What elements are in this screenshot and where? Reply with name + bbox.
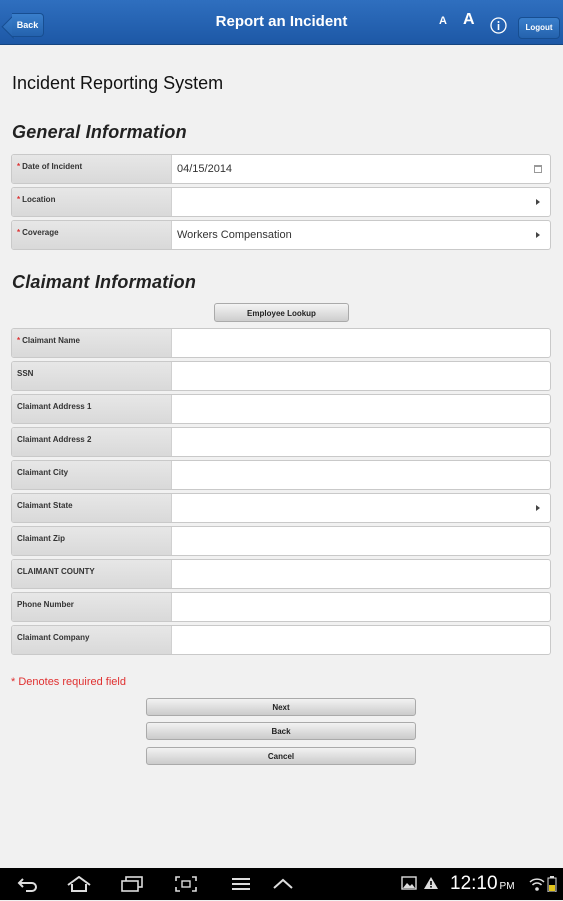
claimant-county-field[interactable] xyxy=(11,559,551,589)
required-marker: * xyxy=(17,336,21,345)
date-of-incident-value[interactable]: 04/15/2014 xyxy=(177,163,233,175)
required-marker: * xyxy=(17,228,21,237)
field-label xyxy=(12,188,172,216)
required-marker: * xyxy=(17,195,21,204)
cancel-button[interactable]: Cancel xyxy=(146,747,416,765)
location-field[interactable] xyxy=(11,187,551,217)
required-field-note: * Denotes required field xyxy=(11,676,126,688)
up-icon[interactable] xyxy=(272,876,294,892)
menu-icon[interactable] xyxy=(231,876,251,892)
field-label xyxy=(12,221,172,249)
claimant-address-2-field[interactable] xyxy=(11,427,551,457)
field-label xyxy=(12,155,172,183)
back-button[interactable] xyxy=(5,13,43,37)
claimant-zip-field[interactable] xyxy=(11,526,551,556)
coverage-value[interactable]: Workers Compensation xyxy=(177,229,292,241)
field-label: Claimant Address 1 xyxy=(12,395,172,423)
field-label-text: Location xyxy=(22,195,56,204)
field-label: Claimant Address 2 xyxy=(12,428,172,456)
field-label: Phone Number xyxy=(12,593,172,621)
info-icon[interactable] xyxy=(490,17,507,34)
ssn-field[interactable] xyxy=(11,361,551,391)
next-button[interactable]: Next xyxy=(146,698,416,716)
chevron-right-icon xyxy=(536,199,540,205)
phone-number-field[interactable] xyxy=(11,592,551,622)
top-app-bar xyxy=(0,0,563,45)
field-label: Claimant State xyxy=(12,494,172,522)
decrease-font-button[interactable]: A xyxy=(439,15,447,27)
field-label: Claimant Company xyxy=(12,626,172,654)
field-label-text: Date of Incident xyxy=(22,162,83,171)
field-label-text: Claimant Name xyxy=(22,336,80,345)
warning-icon xyxy=(423,876,439,890)
coverage-field[interactable] xyxy=(11,220,551,250)
general-information-heading: General Information xyxy=(12,122,187,142)
wifi-icon xyxy=(529,876,545,892)
required-marker: * xyxy=(17,162,21,171)
employee-lookup-button[interactable]: Employee Lookup xyxy=(214,303,349,322)
back-button-label: Back xyxy=(12,13,44,37)
page-title: Incident Reporting System xyxy=(12,73,224,93)
chevron-right-icon xyxy=(536,232,540,238)
logout-button[interactable]: Logout xyxy=(518,17,560,39)
field-label: SSN xyxy=(12,362,172,390)
claimant-company-field[interactable] xyxy=(11,625,551,655)
clock-ampm: PM xyxy=(499,881,515,892)
screenshot-icon[interactable] xyxy=(174,876,198,892)
screen-title: Report an Incident xyxy=(215,13,348,30)
field-label: Claimant City xyxy=(12,461,172,489)
gallery-icon xyxy=(401,876,417,890)
status-clock xyxy=(450,870,515,901)
calendar-icon[interactable] xyxy=(534,165,542,173)
back-nav-icon[interactable] xyxy=(17,876,39,892)
recent-apps-icon[interactable] xyxy=(120,876,144,892)
increase-font-button[interactable]: A xyxy=(463,11,475,28)
system-navigation-bar xyxy=(0,868,563,900)
field-label: CLAIMANT COUNTY xyxy=(12,560,172,588)
chevron-right-icon xyxy=(536,505,540,511)
home-icon[interactable] xyxy=(66,876,92,892)
field-label xyxy=(12,329,172,357)
claimant-city-field[interactable] xyxy=(11,460,551,490)
back-form-button[interactable]: Back xyxy=(146,722,416,740)
claimant-information-heading: Claimant Information xyxy=(12,272,197,292)
claimant-state-field[interactable] xyxy=(11,493,551,523)
date-of-incident-field[interactable] xyxy=(11,154,551,184)
claimant-address-1-field[interactable] xyxy=(11,394,551,424)
field-label: Claimant Zip xyxy=(12,527,172,555)
clock-time: 12:10 xyxy=(450,873,498,894)
battery-icon xyxy=(547,876,557,892)
claimant-name-field[interactable] xyxy=(11,328,551,358)
field-label-text: Coverage xyxy=(22,228,59,237)
